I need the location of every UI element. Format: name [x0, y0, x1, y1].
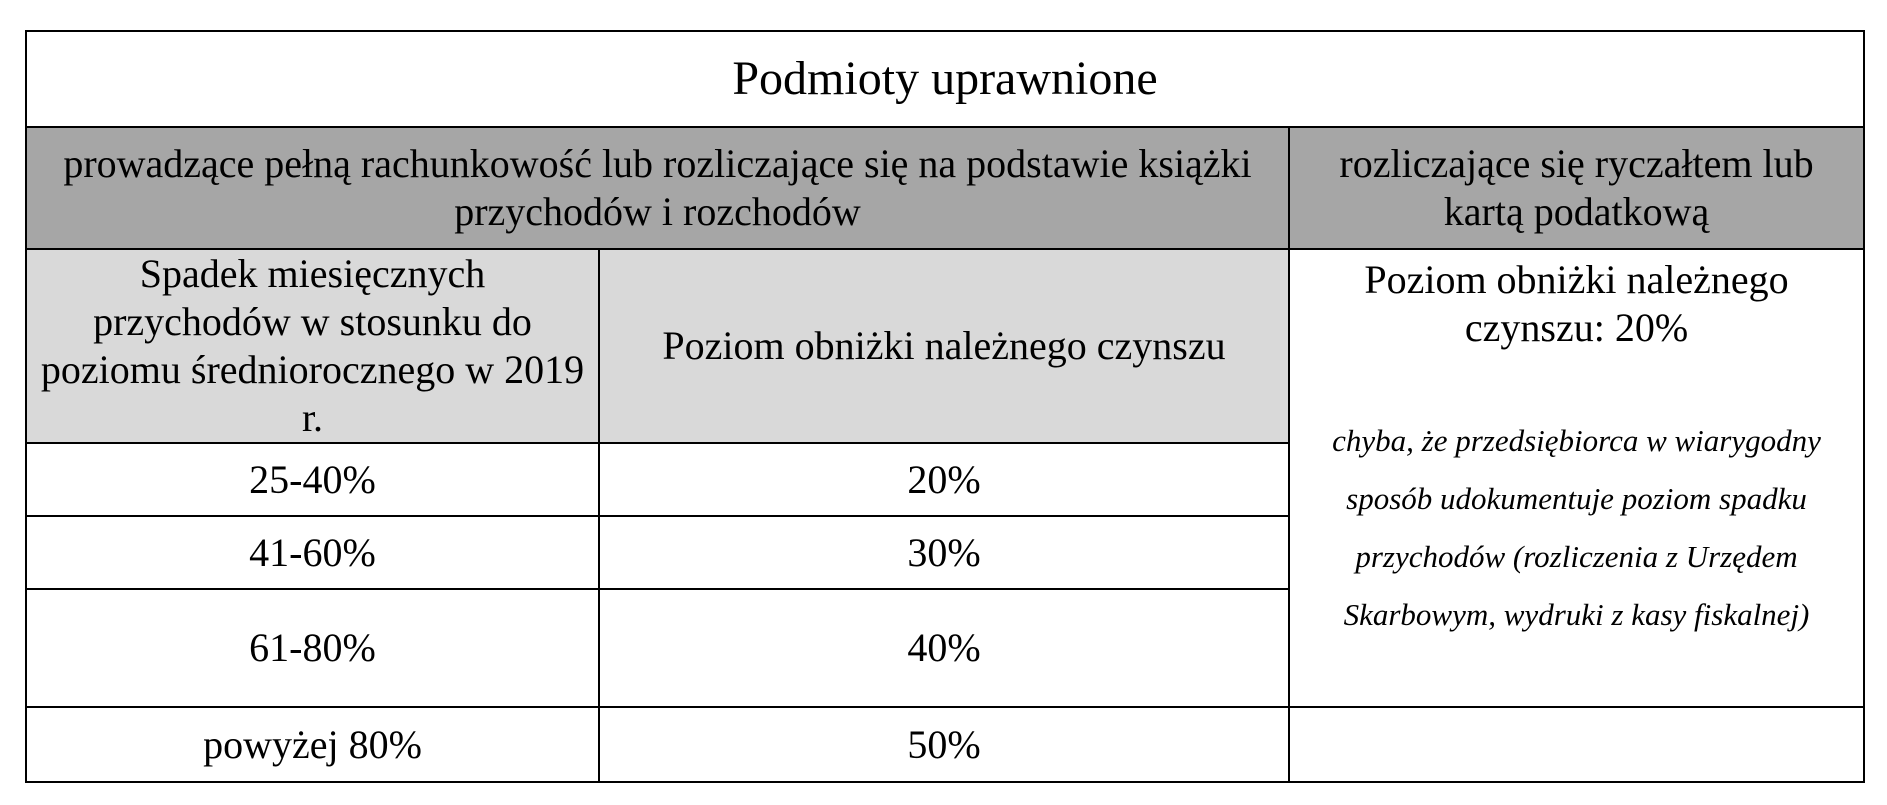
revenue-decline-cell: 41-60%: [26, 516, 599, 589]
lump-sum-info-cell: [1289, 249, 1864, 707]
revenue-decline-cell: powyżej 80%: [26, 707, 599, 782]
group-header-row: [26, 127, 1864, 249]
rent-reduction-cell: 20%: [599, 443, 1289, 516]
rent-reduction-table: [25, 30, 1865, 783]
title-row: [26, 31, 1864, 127]
lump-sum-reduction-level: Poziom obniżki należnego czynszu: 20%: [1364, 257, 1789, 350]
empty-cell: [1289, 707, 1864, 782]
table-row: [26, 707, 1864, 782]
group-header-lump-sum: rozliczające się ryczałtem lub kartą podatkową: [1289, 127, 1864, 249]
lump-sum-exception-note: chyba, że przedsiębiorca w wiarygodny sposób udokumentuje poziom spadku przychodów (rozliczenia z Urzędem Skarbowym, wydruki z kasy fiskalnej): [1332, 423, 1821, 632]
column-header-rent-reduction: Poziom obniżki należnego czynszu: [599, 249, 1289, 443]
revenue-decline-cell: 61-80%: [26, 589, 599, 707]
table-title: Podmioty uprawnione: [26, 31, 1864, 127]
rent-reduction-cell: 30%: [599, 516, 1289, 589]
column-header-revenue-decline: Spadek miesięcznych przychodów w stosunku do poziomu średniorocznego w 2019 r.: [26, 249, 599, 443]
column-header-row: [26, 249, 1864, 443]
revenue-decline-cell: 25-40%: [26, 443, 599, 516]
rent-reduction-cell: 40%: [599, 589, 1289, 707]
rent-reduction-cell: 50%: [599, 707, 1289, 782]
group-header-accounting: prowadzące pełną rachunkowość lub rozliczające się na podstawie książki przychodów i rozchodów: [26, 127, 1289, 249]
